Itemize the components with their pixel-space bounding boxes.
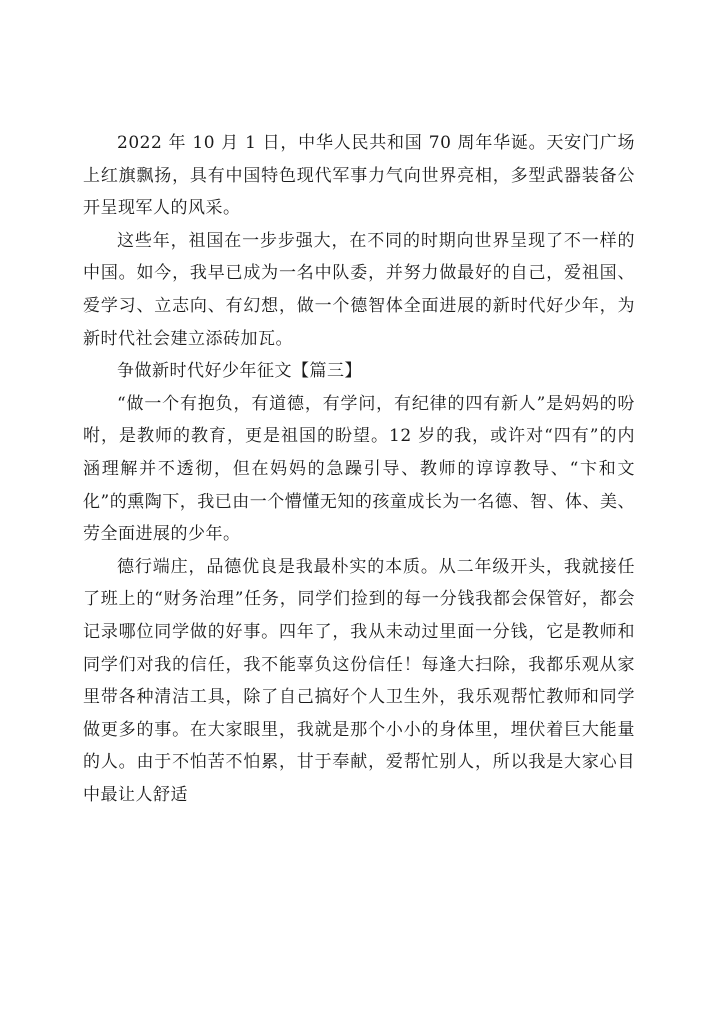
paragraph-virtue: 德行端庄，品德优良是我最朴实的本质。从二年级开头，我就接任了班上的“财务治理”任务，同学们捡到的每一分钱我都会保管好，都会记录哪位同学做的好事。四年了，我从未动过里面一分钱，它是教师和同学们对我的信任，我不能辜负这份信任！每逢大扫除，我都乐观从家里带各种清洁工具，除了自己搞好个人卫生外，我乐观帮忙教师和同学做更多的事。在大家眼里，我就是那个小小的身体里，埋伏着巨大能量的人。由于不怕苦不怕累，甘于奉献，爱帮忙别人，所以我是大家心目中最让人舒适 (83, 556, 635, 805)
section-heading: 争做新时代好少年征文【篇三】 (117, 361, 362, 382)
document-body (83, 127, 635, 811)
paragraph-four-haves: “做一个有抱负，有道德，有学问，有纪律的四有新人”是妈妈的吩咐，是教师的教育，更是祖国的盼望。12 岁的我，或许对“四有”的内涵理解并不透彻，但在妈妈的急躁引导、教师的谆谆教导、“卞和文化”的熏陶下，我已由一个懵懂无知的孩童成长为一名德、智、体、美、劳全面进展的少年。 (83, 393, 635, 545)
paragraph-motherland-growth: 这些年，祖国在一步步强大，在不同的时期向世界呈现了不一样的中国。如今，我早已成为一名中队委，并努力做最好的自己，爱祖国、爱学习、立志向、有幻想，做一个德智体全面进展的新时代好少年，为新时代社会建立添砖加瓦。 (83, 230, 635, 349)
paragraph-national-day: 2022 年 10 月 1 日，中华人民共和国 70 周年华诞。天安门广场上红旗飘扬，具有中国特色现代军事力气向世界亮相，多型武器装备公开呈现军人的风采。 (83, 133, 635, 219)
